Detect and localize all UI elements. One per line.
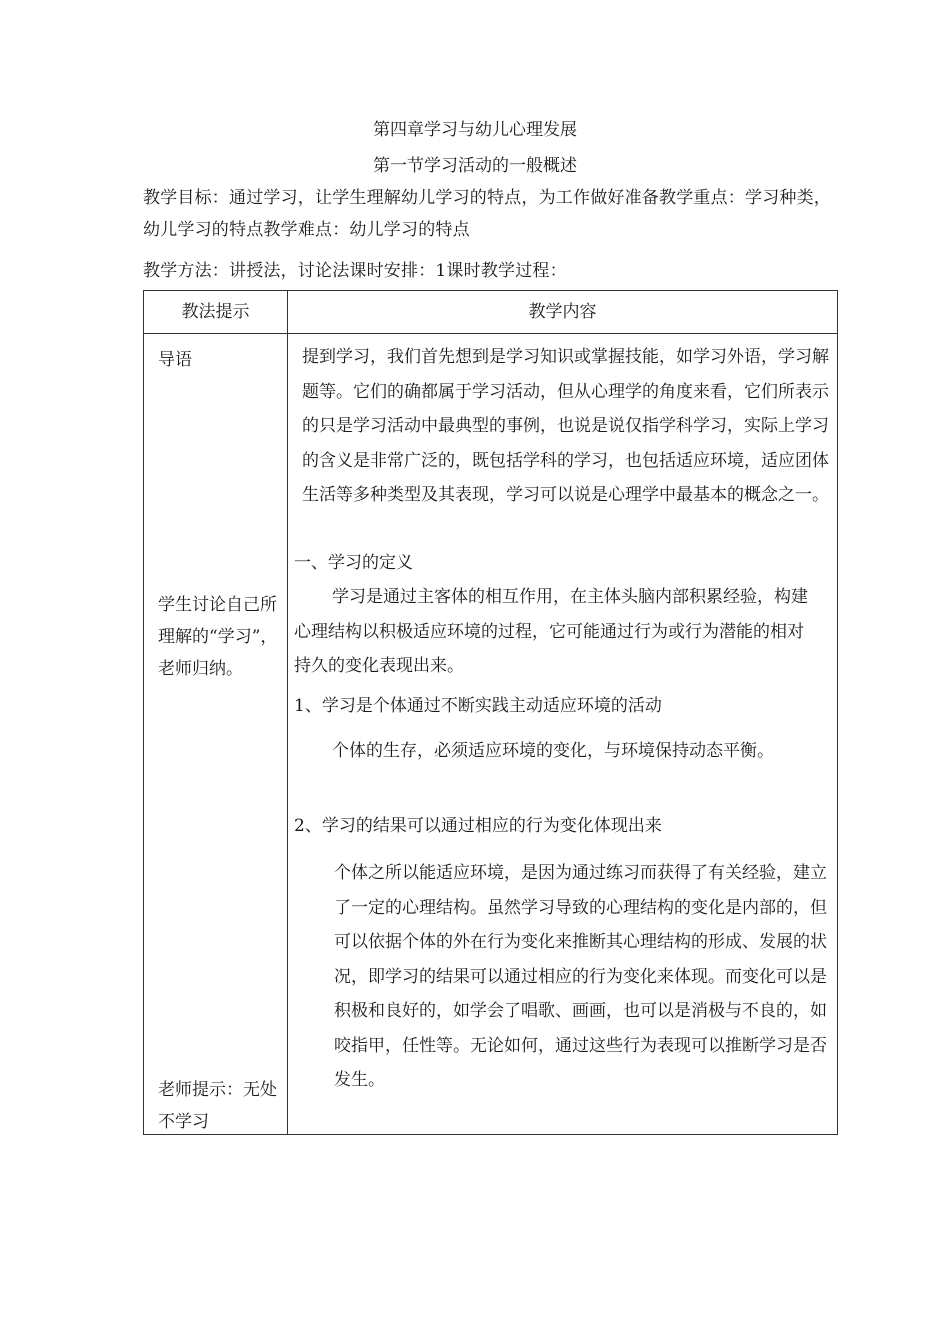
chapter-title: 第四章学习与幼儿心理发展 xyxy=(373,120,577,140)
hint-intro: 导语 xyxy=(158,350,192,370)
teaching-objectives: 教学目标：通过学习，让学生理解幼儿学习的特点，为工作做好准备教学重点：学习种类，幼儿学习的特点教学难点：幼儿学习的特点 xyxy=(143,188,831,240)
definition-paragraph: 学习是通过主客体的相互作用，在主体头脑内部积累经验，构建心理结构以积极适应环境的过程，它可能通过行为或行为潜能的相对持久的变化表现出来。 xyxy=(294,587,808,676)
point-2-paragraph: 个体之所以能适应环境，是因为通过练习而获得了有关经验，建立了一定的心理结构。虽然学习导致的心理结构的变化是内部的，但可以依据个体的外在行为变化来推断其心理结构的形成、发展的状况，即学习的结果可以通过相应的行为变化来体现。而变化可以是积极和良好的，如学会了唱歌、画画，也可以是消极与不良的，如咬指甲，任性等。无论如何，通过这些行为表现可以推断学习是否发生。 xyxy=(334,863,827,1090)
hints-cell xyxy=(144,334,288,1135)
definition-heading: 一、学习的定义 xyxy=(294,553,413,573)
header-teaching-content: 教学内容 xyxy=(288,291,838,334)
point-1-paragraph: 个体的生存，必须适应环境的变化，与环境保持动态平衡。 xyxy=(332,741,774,761)
table-row xyxy=(144,334,838,1135)
point-2-heading: 2、学习的结果可以通过相应的行为变化体现出来 xyxy=(294,816,662,836)
point-1-heading: 1、学习是个体通过不断实践主动适应环境的活动 xyxy=(294,696,662,716)
teaching-methods: 教学方法：讲授法，讨论法课时安排：1课时教学过程： xyxy=(143,261,567,281)
header-teaching-hints: 教法提示 xyxy=(144,291,288,334)
section-title: 第一节学习活动的一般概述 xyxy=(373,156,577,176)
hint-teacher-tip: 老师提示：无处不学习 xyxy=(158,1080,277,1132)
table-header-row xyxy=(144,291,838,334)
intro-paragraph: 提到学习，我们首先想到是学习知识或掌握技能，如学习外语，学习解题等。它们的确都属于学习活动，但从心理学的角度来看，它们所表示的只是学习活动中最典型的事例，也说是说仅指学科学习，实际上学习的含义是非常广泛的，既包括学科的学习，也包括适应环境，适应团体生活等多种类型及其表现，学习可以说是心理学中最基本的概念之一。 xyxy=(302,347,829,505)
hint-discussion: 学生讨论自己所理解的“学习”，老师归纳。 xyxy=(158,595,278,679)
content-cell xyxy=(288,334,838,1135)
lesson-plan-table xyxy=(143,290,838,1135)
